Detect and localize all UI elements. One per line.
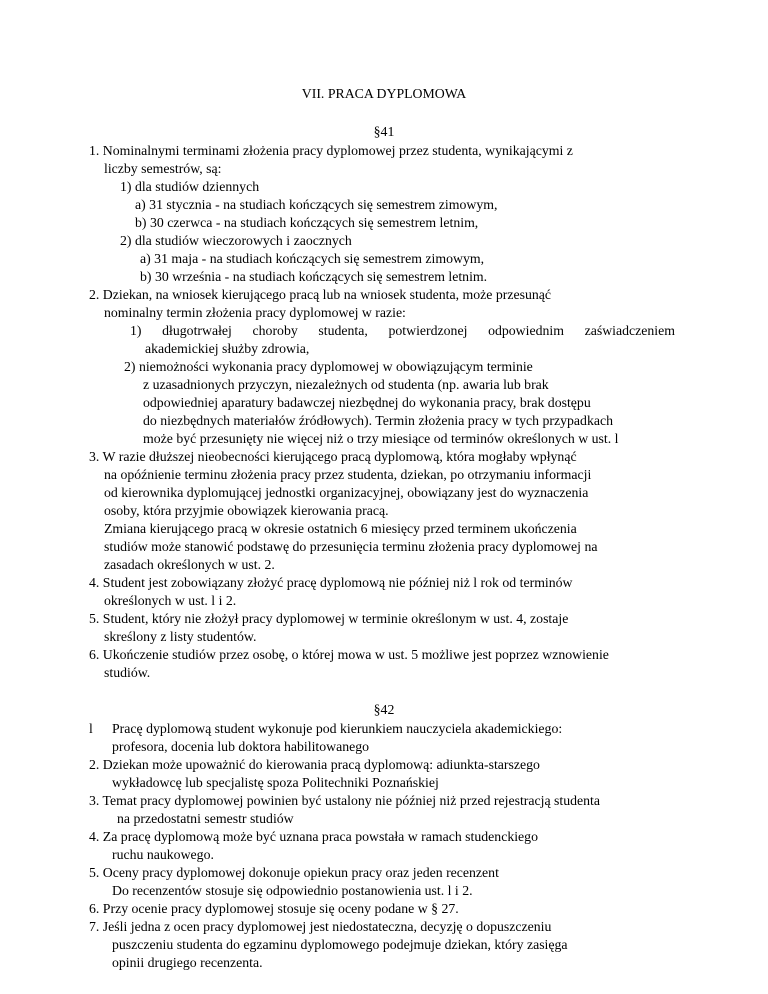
text-line: do niezbędnych materiałów źródłowych). Termin złożenia pracy w tych przypadkach: [143, 413, 613, 428]
text-line: a) 31 maja - na studiach kończących się semestrem zimowym,: [140, 251, 485, 266]
text-line: puszczeniu studenta do egzaminu dyplomowego podejmuje dziekan, który zasięga: [112, 937, 568, 952]
text-line: 4. Za pracę dyplomową może być uznana praca powstała w ramach studenckiego: [89, 829, 538, 844]
text-line: 2. Dziekan może upoważnić do kierowania pracą dyplomową: adiunkta-starszego: [89, 757, 540, 772]
text-line: 3. Temat pracy dyplomowej powinien być ustalony nie później niż przed rejestracją studenta: [89, 793, 601, 808]
text-line: zasadach określonych w ust. 2.: [104, 557, 275, 572]
text-line: 4. Student jest zobowiązany złożyć pracę dyplomową nie później niż l rok od terminów: [89, 575, 573, 590]
chapter-title: VII. PRACA DYPLOMOWA: [301, 86, 467, 101]
text-line: nominalny termin złożenia pracy dyplomowej w razie:: [104, 305, 406, 320]
text-line: 2. Dziekan, na wniosek kierującego pracą lub na wniosek studenta, może przesunąć: [89, 287, 552, 302]
text-line: odpowiedniej aparatury badawczej niezbędnej do wykonania pracy, brak dostępu: [143, 395, 591, 410]
text-line: opinii drugiego recenzenta.: [112, 955, 263, 970]
text-line: profesora, docenia lub doktora habilitowanego: [112, 739, 370, 754]
text-line: liczby semestrów, są:: [104, 161, 222, 176]
text-line: osoby, która przyjmie obowiązek kierowania pracą.: [104, 503, 389, 518]
text-line: 7. Jeśli jedna z ocen pracy dyplomowej jest niedostateczna, decyzję o dopuszczeniu: [89, 919, 552, 934]
text-line: na przedostatni semestr studiów: [117, 811, 294, 826]
text-line: studiów.: [104, 665, 151, 680]
text-line: akademickiej służby zdrowia,: [145, 341, 310, 356]
text-line: 5. Student, który nie złożył pracy dyplomowej w terminie określonym w ust. 4, zostaje: [89, 611, 569, 626]
text-line: Pracę dyplomową student wykonuje pod kierunkiem nauczyciela akademickiego:: [112, 721, 563, 736]
text-line: 6. Ukończenie studiów przez osobę, o której mowa w ust. 5 możliwe jest poprzez wznowienie: [89, 647, 609, 662]
section-heading-42: §42: [373, 702, 395, 717]
text-line: b) 30 września - na studiach kończących się semestrem letnim.: [140, 269, 488, 284]
text-line: 2) dla studiów wieczorowych i zaocznych: [120, 233, 352, 248]
text-line: ruchu naukowego.: [112, 847, 214, 862]
text-line: 1) dla studiów dziennych: [120, 179, 260, 194]
text-line: Do recenzentów stosuje się odpowiednio postanowienia ust. l i 2.: [112, 883, 473, 898]
section-heading-41: §41: [373, 124, 395, 139]
text-line: a) 31 stycznia - na studiach kończących się semestrem zimowym,: [135, 197, 498, 212]
text-line: 5. Oceny pracy dyplomowej dokonuje opiekun pracy oraz jeden recenzent: [89, 865, 499, 880]
text-line: skreślony z listy studentów.: [104, 629, 257, 644]
text-line: z uzasadnionych przyczyn, niezależnych od studenta (np. awaria lub brak: [143, 377, 549, 392]
text-line: od kierownika dyplomującej jednostki organizacyjnej, obowiązany jest do wyznaczenia: [104, 485, 589, 500]
text-line: określonych w ust. l i 2.: [104, 593, 237, 608]
text-line: studiów może stanowić podstawę do przesunięcia terminu złożenia pracy dyplomowej na: [104, 539, 598, 554]
text-line: b) 30 czerwca - na studiach kończących się semestrem letnim,: [135, 215, 479, 230]
text-line: wykładowcę lub specjalistę spoza Politechniki Poznańskiej: [112, 775, 439, 790]
text-line: 3. W razie dłuższej nieobecności kierującego pracą dyplomową, która mogłaby wpłynąć: [89, 449, 577, 464]
text-line: 1) długotrwałej choroby studenta, potwierdzonej odpowiednim zaświadczeniem: [130, 323, 675, 338]
text-line: Zmiana kierującego pracą w okresie ostatnich 6 miesięcy przed terminem ukończenia: [104, 521, 577, 536]
text-line: 2) niemożności wykonania pracy dyplomowej w obowiązującym terminie: [124, 359, 533, 374]
text-line: 1. Nominalnymi terminami złożenia pracy dyplomowej przez studenta, wynikającymi z: [89, 143, 573, 158]
text-line: 6. Przy ocenie pracy dyplomowej stosuje się oceny podane w § 27.: [89, 901, 459, 916]
text-line: l: [89, 721, 93, 736]
text-line: na opóźnienie terminu złożenia pracy przez studenta, dziekan, po otrzymaniu informacji: [104, 467, 592, 482]
text-line: może być przesunięty nie więcej niż o trzy miesiące od terminów określonych w ust. l: [143, 431, 619, 446]
